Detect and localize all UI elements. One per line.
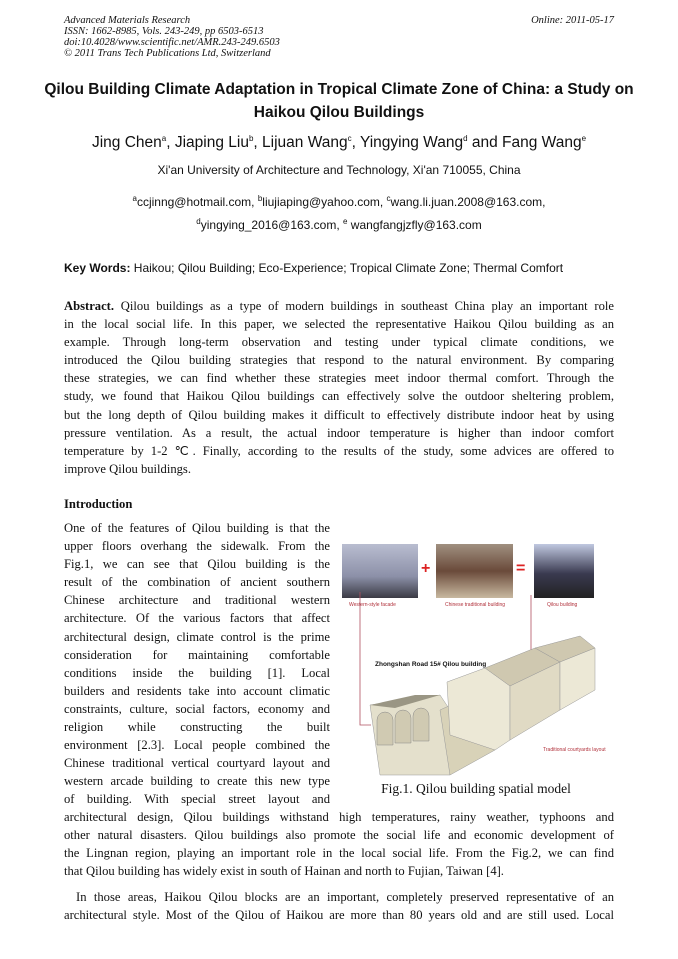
email-mark: d	[196, 217, 201, 226]
line-text: environment [2.3]. Local people combined the	[64, 738, 330, 753]
email-mark: c	[386, 194, 391, 203]
text-line	[64, 537, 330, 555]
text-line	[64, 573, 330, 591]
email-mark: b	[257, 194, 263, 203]
label-courtyards: Traditional courtyards layout	[543, 747, 606, 753]
email-address: ccjinng@hotmail.com,	[136, 195, 258, 209]
line-text: Fig.1, we can see that Qilou building is the	[64, 557, 330, 572]
author-name: Fang Wang	[502, 134, 582, 152]
line-text: that Qilou building has widely exist in south of Hainan and north to Fujian, Taiwan [4].	[64, 864, 504, 879]
text-line	[64, 718, 330, 736]
line-text: consideration for maintaining comfortable	[64, 647, 330, 662]
email-address: yingying_2016@163.com,	[200, 218, 344, 232]
label-western: Western-style facade	[349, 602, 396, 608]
text-line	[64, 519, 330, 537]
text-line	[64, 646, 330, 664]
email-address: wang.li.juan.2008@163.com,	[390, 195, 546, 209]
line-text: result of the combination of ancient southern	[64, 575, 330, 590]
author-separator: ,	[166, 134, 175, 152]
author-separator: ,	[253, 134, 263, 152]
text-line	[64, 442, 614, 460]
equals-symbol: =	[516, 560, 526, 577]
journal-info	[64, 15, 280, 59]
text-line	[64, 790, 330, 808]
keywords-text: Haikou; Qilou Building; Eco-Experience; Tropical Climate Zone; Thermal Comfort	[130, 261, 564, 275]
text-line	[64, 664, 330, 682]
text-line	[64, 862, 614, 880]
intro-full-text	[64, 808, 614, 925]
author-separator: ,	[351, 134, 360, 152]
email-address: liujiaping@yahoo.com,	[262, 195, 387, 209]
line-text: architectural design, Qilou buildings withstand high temperatures, rainy weather, typhoons and	[64, 810, 614, 824]
text-line	[64, 315, 614, 333]
figure-1	[335, 540, 617, 802]
line-text: study, we found that Haikou Qilou buildings can effectively solve the outdoor sheltering problem,	[64, 389, 614, 404]
author-affil-mark: c	[347, 134, 352, 143]
text-line	[64, 826, 614, 844]
line-text: other natural disasters. Qilou buildings also promote the social life and economic development of	[64, 828, 614, 843]
line-text: these strategies, we can find whether these strategies meet indoor thermal comfort. Through the	[64, 371, 614, 386]
line-text: religion while constructing the built	[64, 720, 330, 735]
abstract-label: Abstract.	[64, 299, 115, 313]
author-affil-mark: b	[248, 134, 254, 143]
text-line	[64, 591, 330, 609]
line-text: In those areas, Haikou Qilou blocks are an important, completely preserved representative of an	[76, 890, 614, 905]
author-name: Jiaping Liu	[174, 134, 249, 152]
figure-caption: Fig.1. Qilou building spatial model	[381, 781, 571, 796]
line-text: architectural design, climate control is the prime	[64, 629, 330, 644]
text-line	[64, 424, 614, 442]
doi: doi:10.4028/www.scientific.net/AMR.243-249.6503	[64, 37, 280, 48]
emails-line-1	[0, 194, 678, 209]
affiliation: Xi'an University of Architecture and Technology, Xi'an 710055, China	[157, 163, 521, 177]
line-text: the Lingnan region, playing an important role in the local social life. From the Fig.2, we can find	[64, 846, 614, 861]
issn: ISSN: 1662-8985, Vols. 243-249, pp 6503-6513	[64, 26, 264, 37]
author-name: Jing Chen	[91, 134, 162, 152]
author-separator: and	[467, 134, 503, 152]
line-text: temperature by 1-2 ℃. Finally, according to the results of the study, some advices are offered to	[64, 443, 614, 458]
text-line	[64, 333, 614, 351]
author-list	[0, 134, 678, 152]
line-text: One of the features of Qilou building is that the	[64, 521, 330, 535]
plus-symbol: +	[421, 560, 431, 577]
line-text: Chinese traditional vertical courtyard layout and	[64, 756, 330, 771]
line-text: builders and residents take into account climatic	[64, 683, 330, 698]
author-affil-mark: a	[161, 134, 167, 143]
label-zhongshan: Zhongshan Road 15# Qilou building	[375, 661, 487, 668]
text-line	[64, 406, 614, 424]
author-affil-mark: d	[463, 134, 468, 143]
line-text: of building. With special street layout and	[64, 792, 330, 807]
text-line	[64, 555, 330, 573]
line-text: but the long depth of Qilou building makes it difficult to effectively distribute indoor heat by using	[64, 407, 614, 422]
author-affil-mark: e	[581, 134, 587, 143]
line-text: improve Qilou buildings.	[64, 461, 191, 476]
paper-title: Qilou Building Climate Adaptation in Tropical Climate Zone of China: a Study on Haikou Qilou Buildings	[44, 81, 634, 121]
line-text: architectural style. Most of the Qilou of Haikou are more than 80 years old and are still used. Local	[64, 908, 614, 923]
text-line	[64, 387, 614, 405]
label-qilou: Qilou building	[547, 602, 578, 608]
text-line	[64, 808, 614, 826]
intro-column-text	[64, 519, 330, 809]
text-line	[64, 700, 330, 718]
line-text: introduced the Qilou building strategies that respond to the natural environment. By comparing	[64, 353, 614, 368]
text-line	[64, 628, 330, 646]
line-text: western arcade building to create this new type	[64, 774, 330, 789]
line-text: pressure ventilation. As a result, the actual indoor temperature is higher than indoor comfort	[64, 425, 614, 440]
text-line	[64, 297, 614, 315]
journal-name: Advanced Materials Research	[64, 15, 191, 26]
copyright: © 2011 Trans Tech Publications Ltd, Switzerland	[64, 48, 271, 59]
text-line	[64, 906, 614, 924]
text-line	[64, 682, 330, 700]
building-model	[335, 540, 617, 780]
text-line	[64, 844, 614, 862]
author-name: Yingying Wang	[359, 134, 464, 152]
text-line	[64, 460, 614, 478]
emails-line-2	[0, 217, 678, 232]
line-text: in the local social life. In this paper, we selected the representative Haikou Qilou building as an	[64, 317, 614, 332]
text-line	[64, 772, 330, 790]
keywords	[64, 261, 563, 275]
email-mark: e	[343, 217, 348, 226]
label-chinese: Chinese traditional building	[445, 602, 506, 608]
line-text: architecture. Of the various factors that affect	[64, 611, 330, 626]
text-line	[64, 369, 614, 387]
text-line	[64, 736, 330, 754]
online-date: Online: 2011-05-17	[531, 15, 614, 26]
line-text: constraints, culture, social factors, economy and	[64, 701, 330, 716]
line-text: Qilou buildings as a type of modern buildings in southeast China play an important role	[114, 299, 614, 313]
section-heading-introduction: Introduction	[64, 497, 133, 511]
email-address: wangfangjzfly@163.com	[347, 218, 482, 232]
author-name: Lijuan Wang	[262, 134, 348, 152]
text-line	[64, 351, 614, 369]
line-text: conditions inside the building [1]. Local	[64, 665, 330, 680]
text-line	[64, 888, 614, 906]
keywords-label: Key Words:	[64, 261, 131, 275]
line-text: upper floors overhang the sidewalk. From the	[64, 539, 330, 554]
text-line	[64, 754, 330, 772]
text-line	[64, 609, 330, 627]
email-mark: a	[132, 194, 137, 203]
abstract	[64, 297, 614, 478]
line-text: example. Through long-term observation and testing under typical climate conditions, we	[64, 335, 614, 350]
line-text: Chinese architecture and traditional western	[64, 593, 330, 608]
